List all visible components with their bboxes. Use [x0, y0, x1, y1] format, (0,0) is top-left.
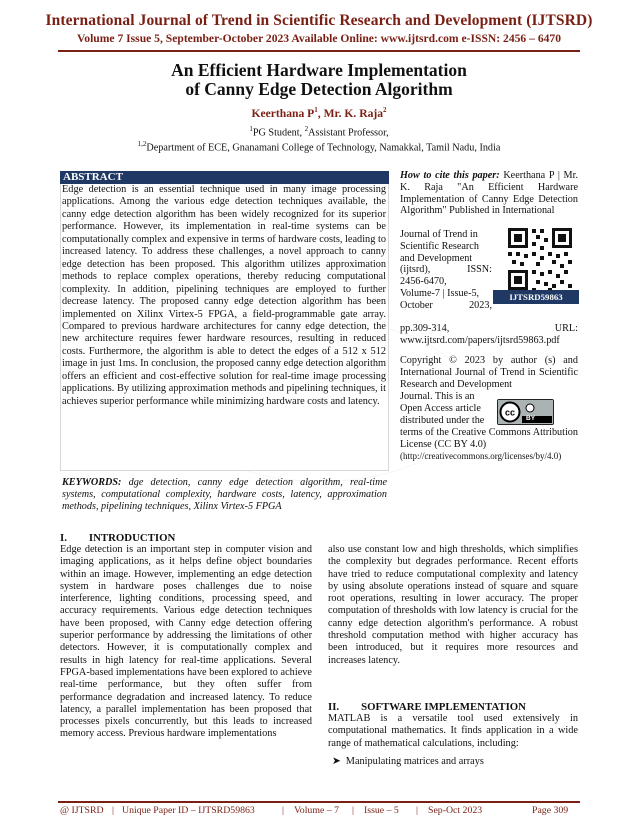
- header-rule: [58, 50, 580, 52]
- intro-text: Edge detection is an important step in computer vision and imaging applications, as it helps define object boundaries within an image. However, implementing an edge detection system in hardware poses challenges due to noise interference, lighting conditions, processing speed, and accuracy requirements. Various edge detection techniques have been proposed, with Canny edge detection offering superior performance by addressing the limitations of other detectors. However, it is computationally complex and results in high latency for real-time applications. Several FPGA-based implementations have been explored to achieve real-time performance, but they often suffer from performance degradation and increased latency. To reduce latency, a parallel implementation has been proposed that processes pixels concurrently, but this leads to increased memory access. Previous hardware implementations: [60, 544, 312, 740]
- citation-url-label: URL:: [554, 323, 578, 334]
- qr-code-icon: [496, 226, 574, 294]
- qr-label: IJTSRD59863: [493, 290, 579, 304]
- footer-separator: |: [112, 805, 114, 816]
- paper-title: [0, 61, 638, 99]
- software-text: MATLAB is a versatile tool used extensively in computational mathematics. It finds application in a wide range of mathematical calculations, including:: [328, 713, 578, 749]
- keywords-label: KEYWORDS:: [62, 477, 122, 488]
- authors: [0, 106, 638, 120]
- affil-sup-2: 2: [304, 125, 309, 133]
- copyright-narrow-line: Journal. This is an: [400, 391, 475, 402]
- footer-separator: |: [416, 805, 418, 816]
- footer-journal: @ IJTSRD: [60, 805, 104, 816]
- bullet-text: Manipulating matrices and arrays: [345, 756, 484, 767]
- affil-dept-sup: 1,2: [137, 140, 147, 148]
- citation-text: Keerthana P | Mr. K. Raja "An Efficient Hardware Implementation of Canny Edge Detection Algorithm" Published in International: [400, 170, 578, 217]
- citation-narrow-line: Journal of Trend in: [400, 229, 478, 240]
- software-heading: [328, 701, 526, 713]
- citation-narrow-line: October 2023,: [400, 299, 492, 311]
- svg-text:cc: cc: [504, 407, 516, 418]
- affiliation-roles: [0, 125, 638, 138]
- citation-narrow-line: Volume-7 | Issue-5,: [400, 287, 480, 299]
- author-1: Keerthana P: [251, 106, 315, 120]
- author-2-sup: 2: [383, 106, 387, 114]
- keywords: [62, 477, 387, 513]
- footer-page: Page 309: [532, 805, 569, 816]
- software-heading-num: II.: [328, 701, 340, 713]
- affil-sup-1: 1: [249, 125, 253, 133]
- citation-narrow-line: and Development: [400, 252, 473, 264]
- citation-url[interactable]: www.ijtsrd.com/papers/ijtsrd59863.pdf: [400, 335, 560, 346]
- citation-narrow: [400, 229, 492, 312]
- copyright-narrow: [400, 391, 492, 426]
- bullet-item: [332, 756, 578, 768]
- abstract-text: Edge detection is an essential technique used in many image processing applications. Among the various edge detection techniques available, the canny edge detection algorithm has been widely recognized for its superior performance. However, its implementation in real-time systems can be computationally complex and expensive in terms of hardware costs, leading to increased latency. To address these challenges, a novel approach to canny edge detection has been proposed. This algorithm utilizes approximation methods to replace complex operations, thereby reducing computational complexity. In addition, pipelining techniques are employed to further decrease latency. The proposed canny edge detection algorithm has been implemented on Xilinx Virtex-5 FPGA, a field-programmable gate array. Compared to previous hardware architectures for canny edge detection, the new architecture requires fewer hardware resources, resulting in reduced costs. Furthermore, the algorithm is able to detect the edges of a 512 x 512 image in just 1ms. In conclusion, the proposed canny edge detection algorithm offers an efficient and cost-effective solution for real-time image processing applications. By utilizing approximation methods and pipelining techniques, it achieves superior performance while minimizing hardware costs and latency.: [62, 184, 386, 407]
- bullet-arrow-icon: ➤: [332, 756, 341, 767]
- footer-separator: |: [282, 805, 284, 816]
- copyright-bottom: terms of the Creative Commons Attribution License (CC BY 4.0): [400, 427, 578, 450]
- keywords-text: dge detection, canny edge detection algorithm, real-time systems, computational complexity, hardware costs, latency, approximation methods, pipelining techniques, Xilinx Virtex-5 FPGA: [62, 477, 387, 512]
- intro-heading: [60, 532, 175, 544]
- footer-issue: Issue – 5: [364, 805, 399, 816]
- software-heading-text: SOFTWARE IMPLEMENTATION: [361, 701, 526, 713]
- author-separator: ,: [317, 106, 324, 120]
- citation-top: [400, 170, 578, 217]
- citation-label: How to cite this paper:: [400, 170, 500, 181]
- citation-narrow-line: Scientific Research: [400, 240, 479, 252]
- copyright-top: Copyright © 2023 by author (s) and International Journal of Trend in Scientific Research and Development: [400, 355, 578, 390]
- intro-heading-text: INTRODUCTION: [88, 532, 176, 544]
- copyright-narrow-line: distributed under the: [400, 414, 485, 426]
- citation-pages-line: [400, 323, 578, 335]
- right-column-text: also use constant low and high thresholds, which simplifies the complexity but degrades performance. Recent efforts have tried to reduce computational complexity and latency by using absolute operations instead of square and square root operations, resulting in lower accuracy. The proper computation of thresholds with low latency is crucial for the canny edge detection algorithm's performance. A robust threshold computation method with higher accuracy has been introduced, but it requires more resources and increases latency.: [328, 544, 578, 666]
- intro-heading-num: I.: [60, 532, 67, 544]
- title-line-2: of Canny Edge Detection Algorithm: [185, 79, 453, 99]
- footer-separator: |: [352, 805, 354, 816]
- citation-narrow-line: 2456-6470,: [400, 276, 447, 288]
- affiliation-department: [0, 140, 638, 153]
- copyright-narrow-line: Open Access article: [400, 402, 481, 414]
- affil-role-1: PG Student,: [252, 127, 305, 139]
- journal-name: International Journal of Trend in Scientific Research and Development (IJTSRD): [45, 12, 593, 29]
- cc-badge-text: BY: [526, 415, 536, 422]
- abstract-heading: ABSTRACT: [60, 171, 389, 184]
- cc-license-badge: [497, 399, 554, 425]
- author-1-sup: 1: [314, 106, 318, 114]
- title-line-1: An Efficient Hardware Implementation: [171, 60, 467, 80]
- author-2: Mr. K. Raja: [323, 106, 384, 120]
- footer-paper-id: Unique Paper ID – IJTSRD59863: [122, 805, 255, 816]
- affil-role-2: Assistant Professor,: [308, 127, 389, 139]
- citation-pages: pp.309-314,: [400, 323, 450, 334]
- footer-date: Sep-Oct 2023: [428, 805, 483, 816]
- volume-line: Volume 7 Issue 5, September-October 2023 Available Online: www.ijtsrd.com e-ISSN: 2456 – 6470: [76, 32, 562, 45]
- affil-dept-text: Department of ECE, Gnanamani College of Technology, Namakkal, Tamil Nadu, India: [146, 142, 501, 154]
- footer-volume: Volume – 7: [294, 805, 339, 816]
- citation-narrow-line: (ijtsrd), ISSN:: [400, 264, 492, 276]
- footer-rule: [58, 801, 580, 803]
- license-url[interactable]: (http://creativecommons.org/licenses/by/4.0): [400, 451, 562, 461]
